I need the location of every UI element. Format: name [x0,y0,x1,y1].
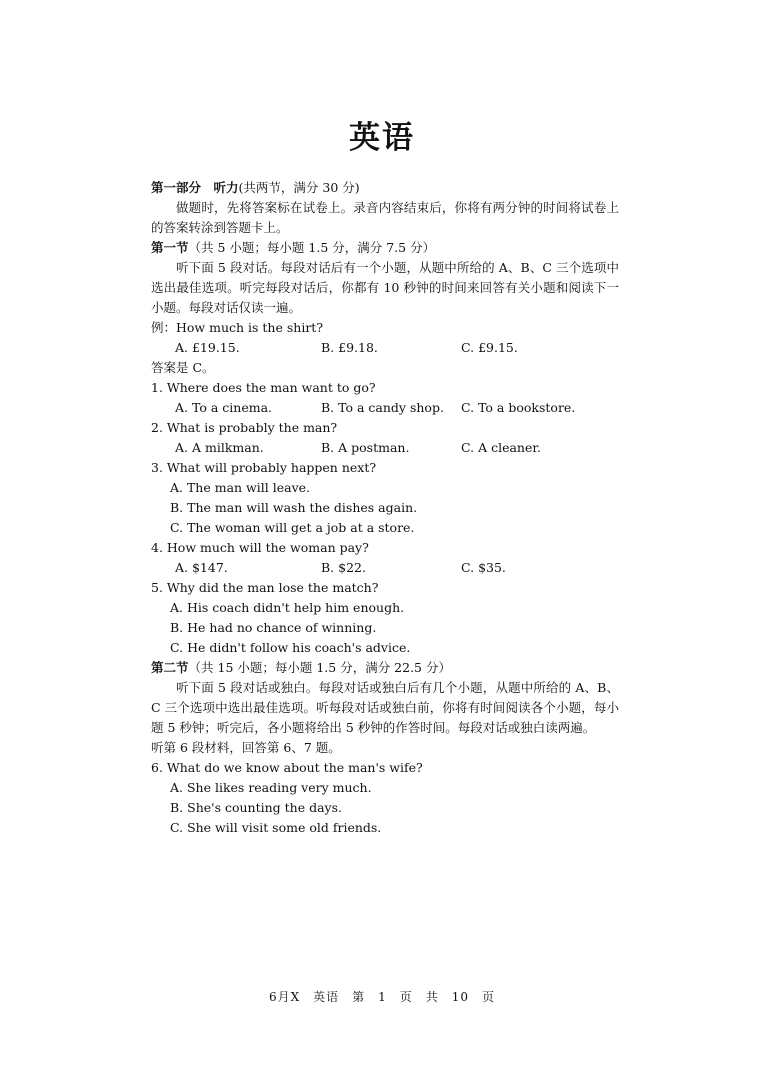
example-option-c: C. £9.15. [461,340,518,355]
question-4-option-c: C. $35. [461,560,506,575]
example-question: 例：How much is the shirt? [151,320,324,335]
question-5-option-b: B. He had no chance of winning. [170,620,377,635]
section2-heading-note: （共 15 小题；每小题 1.5 分，满分 22.5 分） [188,660,451,675]
question-5: 5. Why did the man lose the match? [151,580,379,595]
question-3: 3. What will probably happen next? [151,460,377,475]
question-2-option-c: C. A cleaner. [461,440,541,455]
example-option-b: B. £9.18. [321,340,378,355]
question-6-option-c: C. She will visit some old friends. [170,820,382,835]
question-4-options [151,558,619,578]
question-2-option-b: B. A postman. [321,440,410,455]
question-3-option-c: C. The woman will get a job at a store. [170,520,415,535]
question-4: 4. How much will the woman pay? [151,540,369,555]
question-5-option-c: C. He didn't follow his coach's advice. [170,640,411,655]
example-option-a: A. £19.15. [175,340,240,355]
question-1-option-a: A. To a cinema. [175,400,272,415]
question-1-options [151,398,619,418]
example-answer: 答案是 C。 [151,360,215,375]
section1-heading [151,238,619,258]
part1-heading [151,178,619,198]
section1-heading-text: 第一节 [151,240,189,255]
section2-heading-text: 第二节 [151,660,189,675]
part1-heading-note: (共两节，满分 30 分) [238,180,360,195]
exam-content [151,178,619,838]
question-6-option-b: B. She's counting the days. [170,800,342,815]
question-1-option-c: C. To a bookstore. [461,400,576,415]
question-1: 1. Where does the man want to go? [151,380,376,395]
question-2: 2. What is probably the man? [151,420,338,435]
part1-intro: 做题时，先将答案标在试卷上。录音内容结束后，你将有两分钟的时间将试卷上的答案转涂到答题卡上。 [151,200,619,235]
question-1-option-b: B. To a candy shop. [321,400,444,415]
question-4-option-a: A. $147. [175,560,228,575]
part1-heading-text: 第一部分 听力 [151,180,239,195]
page-title: 英语 [349,120,415,156]
question-5-option-a: A. His coach didn't help him enough. [170,600,405,615]
question-2-option-a: A. A milkman. [175,440,264,455]
question-3-option-a: A. The man will leave. [170,480,311,495]
question-2-options [151,438,619,458]
material-6-note: 听第 6 段材料，回答第 6、7 题。 [151,740,341,755]
section1-instructions: 听下面 5 段对话。每段对话后有一个小题，从题中所给的 A、B、C 三个选项中选出最佳选项。听完每段对话后，你都有 10 秒钟的时间来回答有关小题和阅读下一小题。每段对话仅读一遍。 [151,260,619,315]
example-options [151,338,619,358]
question-6: 6. What do we know about the man's wife? [151,760,423,775]
question-4-option-b: B. $22. [321,560,366,575]
section2-instructions: 听下面 5 段对话或独白。每段对话或独白后有几个小题，从题中所给的 A、B、C 三个选项中选出最佳选项。听每段对话或独白前，你将有时间阅读各个小题，每小题 5 秒钟；听完后，各小题将给出 5 秒钟的作答时间。每段对话或独白读两遍。 [151,680,619,735]
section1-heading-note: （共 5 小题；每小题 1.5 分，满分 7.5 分） [188,240,436,255]
question-3-option-b: B. The man will wash the dishes again. [170,500,418,515]
section2-heading [151,658,619,678]
question-6-option-a: A. She likes reading very much. [170,780,372,795]
page-footer: 6月X 英语 第 1 页 共 10 页 [268,990,496,1004]
